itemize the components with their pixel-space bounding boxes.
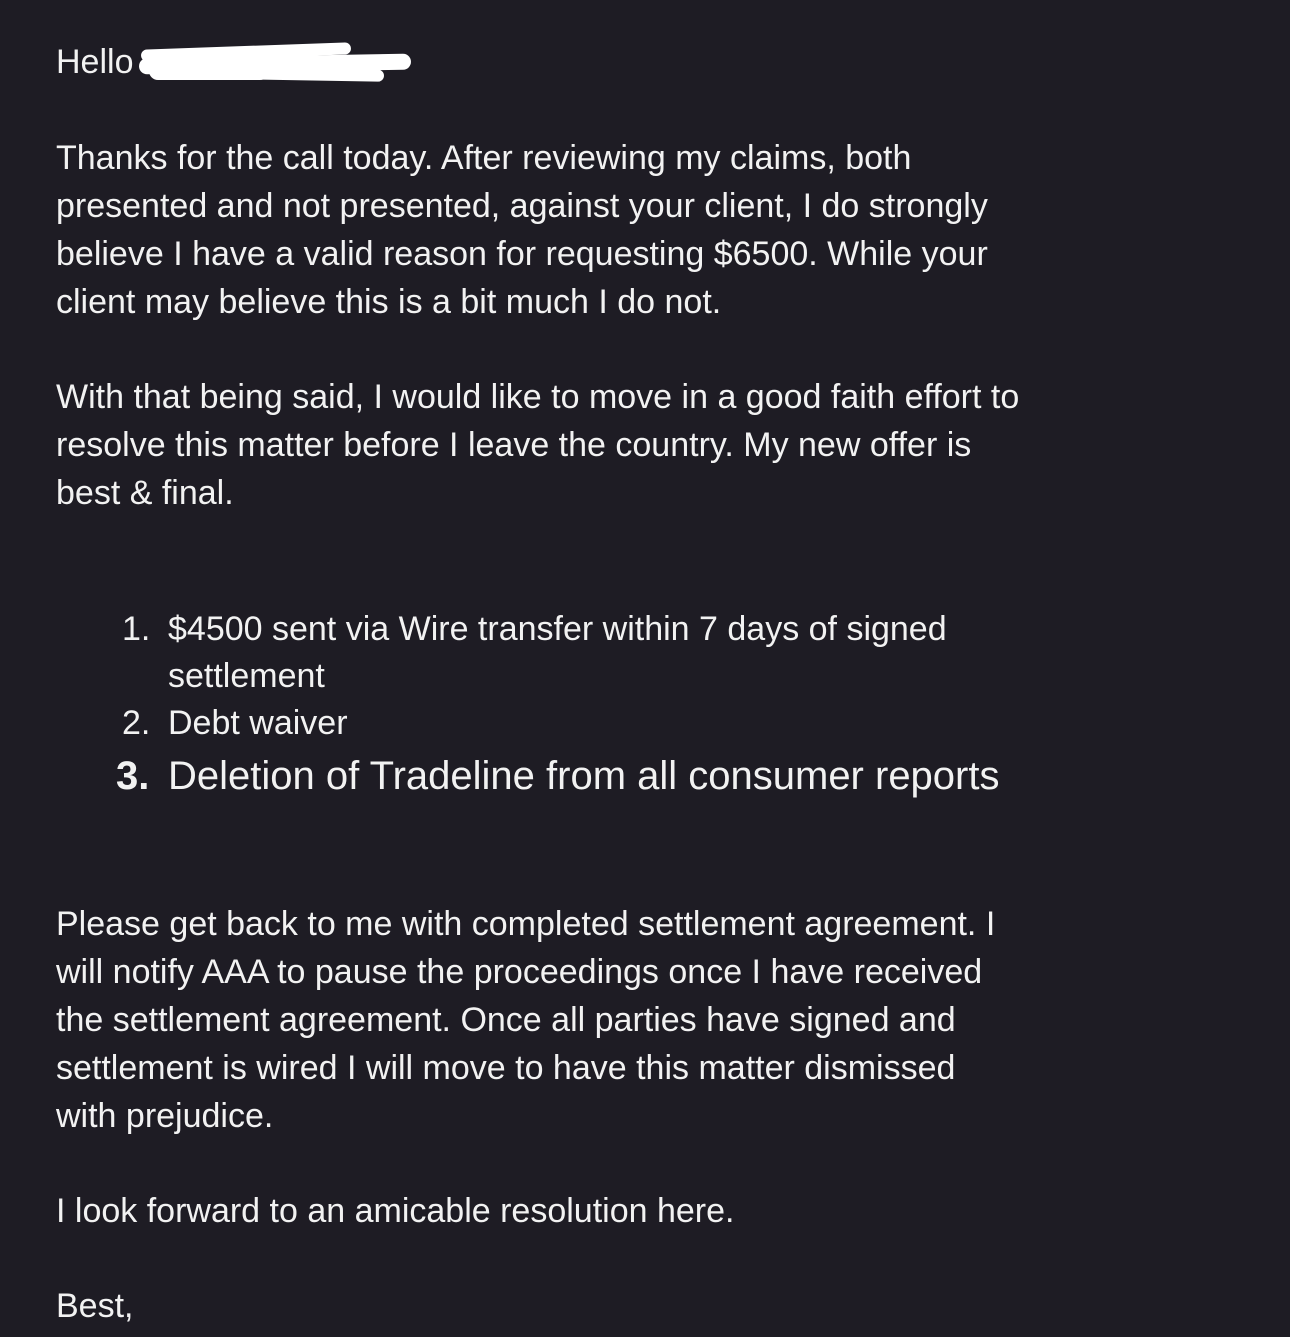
offer-item-text: $4500 sent via Wire transfer within 7 days of signed settlement — [168, 610, 947, 695]
offer-item-tradeline-deletion — [116, 749, 1182, 803]
offer-item-debt-waiver — [122, 700, 1182, 747]
offer-item-number: 2. — [122, 704, 151, 742]
paragraph-next-steps: Please get back to me with completed settlement agreement. I will notify AAA to pause the proceedings once I have received the settlement agreement. Once all parties have signed and settlement is wired I will move to have this matter dismissed with prejudice. — [56, 905, 996, 1135]
offer-item-number: 1. — [122, 610, 151, 648]
offer-item-text: Debt waiver — [168, 704, 348, 742]
paragraph-closing: I look forward to an amicable resolution here. — [56, 1192, 735, 1230]
offer-list — [116, 606, 1182, 803]
greeting-line — [56, 38, 419, 86]
offer-item-number: 3. — [116, 754, 150, 798]
sign-off: Best, — [56, 1287, 134, 1325]
paragraph-claims: Thanks for the call today. After reviewing my claims, both presented and not presented, against your client, I do strongly believe I have a valid reason for requesting $6500. While your client may believe this is a bit much I do not. — [56, 139, 988, 321]
greeting-text: Hello — [56, 43, 134, 81]
offer-item-text: Deletion of Tradeline from all consumer reports — [168, 754, 1000, 798]
redacted-recipient-name — [139, 38, 419, 86]
paragraph-offer-intro: With that being said, I would like to move in a good faith effort to resolve this matter before I leave the country. My new offer is best & final. — [56, 378, 1020, 512]
offer-item-wire-transfer — [122, 606, 1182, 700]
